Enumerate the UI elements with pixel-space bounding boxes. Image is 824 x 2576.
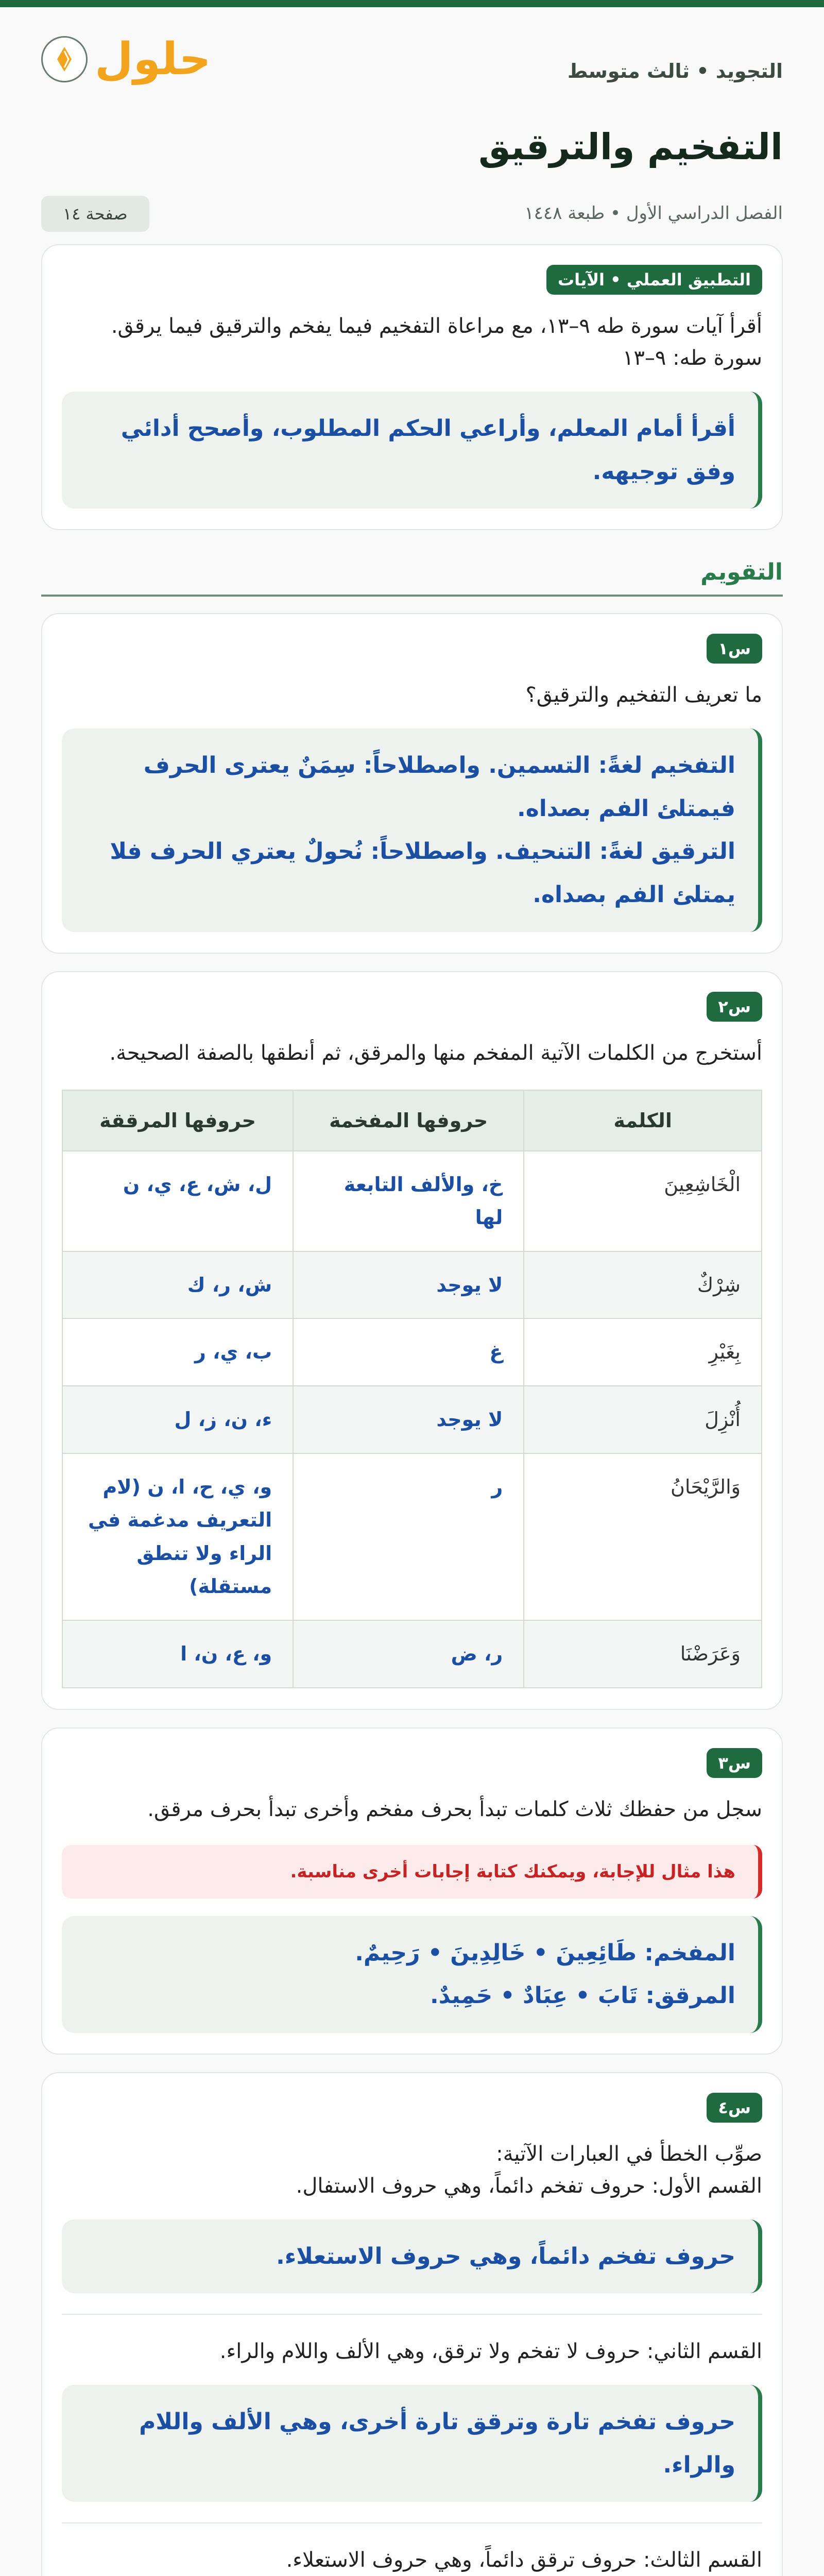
question-tag: س٣ (707, 1748, 762, 1778)
question-card-4 (41, 2072, 783, 2576)
question-answer (62, 1916, 762, 2033)
cell-light: ب، ي، ر (62, 1318, 293, 1386)
question-answer (62, 728, 762, 931)
page-header (41, 7, 783, 126)
section-title-evaluation: التقويم (41, 559, 783, 597)
table-row (62, 1620, 762, 1688)
statement-text: القسم الأول: حروف تفخم دائماً، وهي حروف الاستفال. (296, 2174, 762, 2198)
table-row (62, 1386, 762, 1453)
practical-reference: سورة طه: ٩–١٣ (622, 346, 762, 370)
cell-light: و، ي، ح، ا، ن (لام التعريف مدغمة في الراء ولا تنطق مستقلة) (62, 1453, 293, 1620)
page-body (0, 7, 824, 2576)
statement-text: القسم الثالث: حروف ترقق دائماً، وهي حروف الاستعلاء. (286, 2548, 762, 2572)
table-header-row (62, 1090, 762, 1151)
table-row (62, 1453, 762, 1620)
answer-text: أقرأ أمام المعلم، وأراعي الحكم المطلوب، وأصحح أدائي وفق توجيهه. (121, 415, 735, 485)
question-text: صوِّب الخطأ في العبارات الآتية: (496, 2142, 762, 2166)
divider (62, 2522, 762, 2523)
statement-text: القسم الثاني: حروف لا تفخم ولا ترقق، وهي الألف واللام والراء. (219, 2340, 762, 2364)
cell-light: ش، ر، ك (62, 1251, 293, 1319)
breadcrumb: التجويد • ثالث متوسط (567, 60, 783, 82)
column-header-word: الكلمة (524, 1090, 762, 1151)
cell-light: ل، ش، ع، ي، ن (62, 1151, 293, 1251)
question-text: سجل من حفظك ثلاث كلمات تبدأ بحرف مفخم وأخرى تبدأ بحرف مرقق. (147, 1797, 762, 1821)
question-card-3 (41, 1727, 783, 2055)
brand-logo[interactable] (41, 33, 211, 85)
cell-heavy: لا يوجد (293, 1251, 524, 1319)
question-text: أستخرج من الكلمات الآتية المفخم منها والمرقق، ثم أنطقها بالصفة الصحيحة. (109, 1041, 762, 1065)
question-tag: س٢ (707, 992, 762, 1022)
cell-heavy: ر، ض (293, 1620, 524, 1688)
answer-line: حروف تفخم دائماً، وهي حروف الاستعلاء. (276, 2243, 735, 2269)
question-tag: س٤ (707, 2093, 762, 2123)
question-card-2 (41, 971, 783, 1710)
answer-line: المرقق: تَابَ • عِبَادٌ • حَمِيدٌ. (430, 1982, 735, 2009)
question-card-1 (41, 613, 783, 953)
answer-note: هذا مثال للإجابة، ويمكنك كتابة إجابات أخرى مناسبة. (62, 1845, 762, 1899)
cell-word: وَعَرَضْنَا (524, 1620, 762, 1688)
question-text: ما تعريف التفخيم والترقيق؟ (525, 683, 762, 707)
title-row (41, 126, 783, 188)
cell-word: الْخَاشِعِينَ (524, 1151, 762, 1251)
answer-line: الترقيق لغةً: التنحيف. واصطلاحاً: نُحولٌ يعتري الحرف فلا يمتلئ الفم بصداه. (110, 838, 735, 908)
question-answer (62, 2385, 762, 2502)
cell-heavy: غ (293, 1318, 524, 1386)
page-number-badge: صفحة ١٤ (41, 196, 149, 232)
practical-tag: التطبيق العملي • الآيات (546, 265, 762, 295)
cell-heavy: لا يوجد (293, 1386, 524, 1453)
meta-row (41, 188, 783, 244)
cell-light: و، ع، ن، ا (62, 1620, 293, 1688)
cell-word: شِرْكٌ (524, 1251, 762, 1319)
column-header-light: حروفها المرققة (62, 1090, 293, 1151)
practical-answer (62, 392, 762, 509)
column-header-heavy: حروفها المفخمة (293, 1090, 524, 1151)
cell-word: أُنْزِلَ (524, 1386, 762, 1453)
edition-meta: الفصل الدراسي الأول • طبعة ١٤٤٨ (524, 203, 783, 224)
table-row (62, 1318, 762, 1386)
practical-card (41, 244, 783, 530)
practical-text: أقرأ آيات سورة طه ٩–١٣، مع مراعاة التفخيم فيما يفخم والترقيق فيما يرقق. (111, 314, 762, 338)
divider (62, 2314, 762, 2315)
question-answer (62, 2219, 762, 2294)
cell-word: وَالرَّيْحَانُ (524, 1453, 762, 1620)
cell-light: ء، ن، ز، ل (62, 1386, 293, 1453)
cell-heavy: خ، والألف التابعة لها (293, 1151, 524, 1251)
table-row (62, 1251, 762, 1319)
brand-name: حلول (95, 33, 211, 85)
table-row (62, 1151, 762, 1251)
letters-table (62, 1090, 762, 1688)
answer-line: التفخيم لغةً: التسمين. واصطلاحاً: سِمَنٌ يعترى الحرف فيمتلئ الفم بصداه. (143, 752, 735, 822)
top-accent-bar (0, 0, 824, 7)
page-title: التفخيم والترقيق (478, 126, 783, 168)
cell-word: بِغَيْرِ (524, 1318, 762, 1386)
cell-heavy: ر (293, 1453, 524, 1620)
answer-line: المفخم: طَائِعِينَ • خَالِدِينَ • رَحِيمٌ. (355, 1939, 735, 1966)
question-tag: س١ (707, 634, 762, 664)
answer-line: حروف تفخم تارة وترقق تارة أخرى، وهي الألف واللام والراء. (139, 2409, 735, 2478)
brand-mark-icon (41, 36, 88, 82)
